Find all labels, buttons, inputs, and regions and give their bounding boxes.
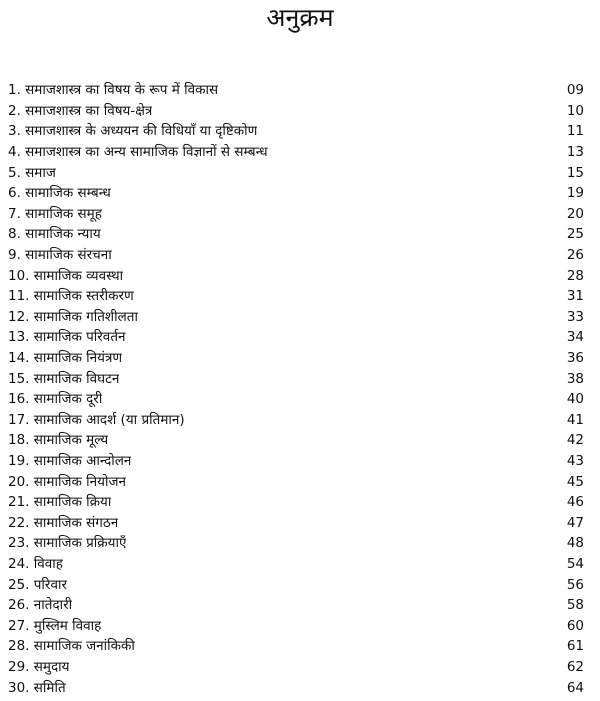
toc-entry-page-number: 36 xyxy=(566,350,584,367)
toc-entry-page-number: 09 xyxy=(566,82,584,99)
toc-entry xyxy=(8,574,584,595)
toc-entry xyxy=(8,183,584,204)
toc-entry xyxy=(8,286,584,307)
toc-entry-page-number: 13 xyxy=(566,144,584,161)
toc-entry-title: 28. सामाजिक जनांकिकी xyxy=(8,638,135,655)
toc-entry-page-number: 31 xyxy=(566,288,584,305)
toc-entry-page-number: 60 xyxy=(566,617,584,634)
toc-entry-title: 11. सामाजिक स्तरीकरण xyxy=(8,288,134,305)
toc-entry-title: 5. समाज xyxy=(8,164,56,181)
toc-entry-page-number: 48 xyxy=(566,535,584,552)
toc-entry-title: 21. सामाजिक क्रिया xyxy=(8,494,112,511)
toc-entry xyxy=(8,451,584,472)
toc-entry-title: 6. सामाजिक सम्बन्ध xyxy=(8,185,111,202)
toc-entry-title: 7. सामाजिक समूह xyxy=(8,205,102,222)
toc-entry-page-number: 56 xyxy=(566,576,584,593)
toc-entry-title: 14. सामाजिक नियंत्रण xyxy=(8,350,123,367)
toc-entry-title: 23. सामाजिक प्रक्रियाएँ xyxy=(8,535,127,552)
toc-entry-page-number: 42 xyxy=(566,432,584,449)
toc-entry-title: 15. सामाजिक विघटन xyxy=(8,370,120,387)
toc-entry xyxy=(8,224,584,245)
toc-entry-title: 18. सामाजिक मूल्य xyxy=(8,432,109,449)
toc-entry-title: 1. समाजशास्त्र का विषय के रूप में विकास xyxy=(8,82,219,99)
toc-entry xyxy=(8,430,584,451)
toc-entry xyxy=(8,636,584,657)
toc-entry xyxy=(8,80,584,101)
toc-entry xyxy=(8,245,584,266)
toc-entry-page-number: 40 xyxy=(566,391,584,408)
toc-entry-page-number: 61 xyxy=(566,638,584,655)
toc-entry xyxy=(8,471,584,492)
toc-entry-page-number: 41 xyxy=(566,411,584,428)
table-of-contents xyxy=(8,80,584,698)
toc-entry-page-number: 26 xyxy=(566,247,584,264)
toc-entry-page-number: 15 xyxy=(566,164,584,181)
toc-entry xyxy=(8,492,584,513)
toc-entry-title: 26. नातेदारी xyxy=(8,597,73,614)
toc-entry-title: 27. मुस्लिम विवाह xyxy=(8,617,102,634)
toc-entry-title: 20. सामाजिक नियोजन xyxy=(8,473,126,490)
toc-entry xyxy=(8,142,584,163)
toc-entry-page-number: 19 xyxy=(566,185,584,202)
toc-entry xyxy=(8,162,584,183)
toc-entry xyxy=(8,595,584,616)
page-title: अनुक्रम xyxy=(266,3,334,32)
toc-entry-page-number: 38 xyxy=(566,370,584,387)
toc-entry xyxy=(8,410,584,431)
toc-entry-title: 2. समाजशास्त्र का विषय-क्षेत्र xyxy=(8,102,153,119)
toc-entry-page-number: 34 xyxy=(566,329,584,346)
toc-entry xyxy=(8,389,584,410)
toc-entry-title: 13. सामाजिक परिवर्तन xyxy=(8,329,126,346)
toc-entry xyxy=(8,204,584,225)
toc-entry-title: 12. सामाजिक गतिशीलता xyxy=(8,308,138,325)
toc-entry xyxy=(8,512,584,533)
toc-entry-title: 8. सामाजिक न्याय xyxy=(8,226,101,243)
toc-entry-page-number: 54 xyxy=(566,555,584,572)
toc-entry xyxy=(8,368,584,389)
toc-entry-title: 24. विवाह xyxy=(8,555,63,572)
toc-entry xyxy=(8,615,584,636)
toc-entry xyxy=(8,307,584,328)
toc-entry-title: 25. परिवार xyxy=(8,576,67,593)
toc-entry-page-number: 10 xyxy=(566,102,584,119)
toc-entry-title: 17. सामाजिक आदर्श (या प्रतिमान) xyxy=(8,411,185,428)
toc-entry-title: 29. समुदाय xyxy=(8,658,70,675)
toc-entry-title: 10. सामाजिक व्यवस्था xyxy=(8,267,124,284)
toc-entry xyxy=(8,533,584,554)
toc-entry xyxy=(8,657,584,678)
toc-entry-page-number: 20 xyxy=(566,205,584,222)
toc-entry-page-number: 28 xyxy=(566,267,584,284)
toc-entry-title: 4. समाजशास्त्र का अन्य सामाजिक विज्ञानों से सम्बन्ध xyxy=(8,144,268,161)
toc-entry xyxy=(8,101,584,122)
toc-entry-title: 19. सामाजिक आन्दोलन xyxy=(8,452,132,469)
toc-entry-title: 9. सामाजिक संरचना xyxy=(8,247,112,264)
toc-entry-page-number: 46 xyxy=(566,494,584,511)
toc-entry-page-number: 25 xyxy=(566,226,584,243)
toc-entry-page-number: 11 xyxy=(566,123,584,140)
toc-entry xyxy=(8,554,584,575)
toc-entry-page-number: 43 xyxy=(566,452,584,469)
toc-entry-title: 30. समिति xyxy=(8,679,66,696)
toc-entry-page-number: 64 xyxy=(566,679,584,696)
toc-entry-title: 22. सामाजिक संगठन xyxy=(8,514,119,531)
toc-entry-title: 16. सामाजिक दूरी xyxy=(8,391,103,408)
toc-entry-page-number: 33 xyxy=(566,308,584,325)
toc-entry-page-number: 58 xyxy=(566,597,584,614)
toc-entry xyxy=(8,348,584,369)
toc-entry-title: 3. समाजशास्त्र के अध्ययन की विधियाँ या दृष्टिकोण xyxy=(8,123,258,140)
toc-entry xyxy=(8,677,584,698)
toc-entry-page-number: 47 xyxy=(566,514,584,531)
toc-entry xyxy=(8,265,584,286)
toc-entry xyxy=(8,327,584,348)
toc-entry-page-number: 45 xyxy=(566,473,584,490)
toc-entry xyxy=(8,121,584,142)
toc-entry-page-number: 62 xyxy=(566,658,584,675)
